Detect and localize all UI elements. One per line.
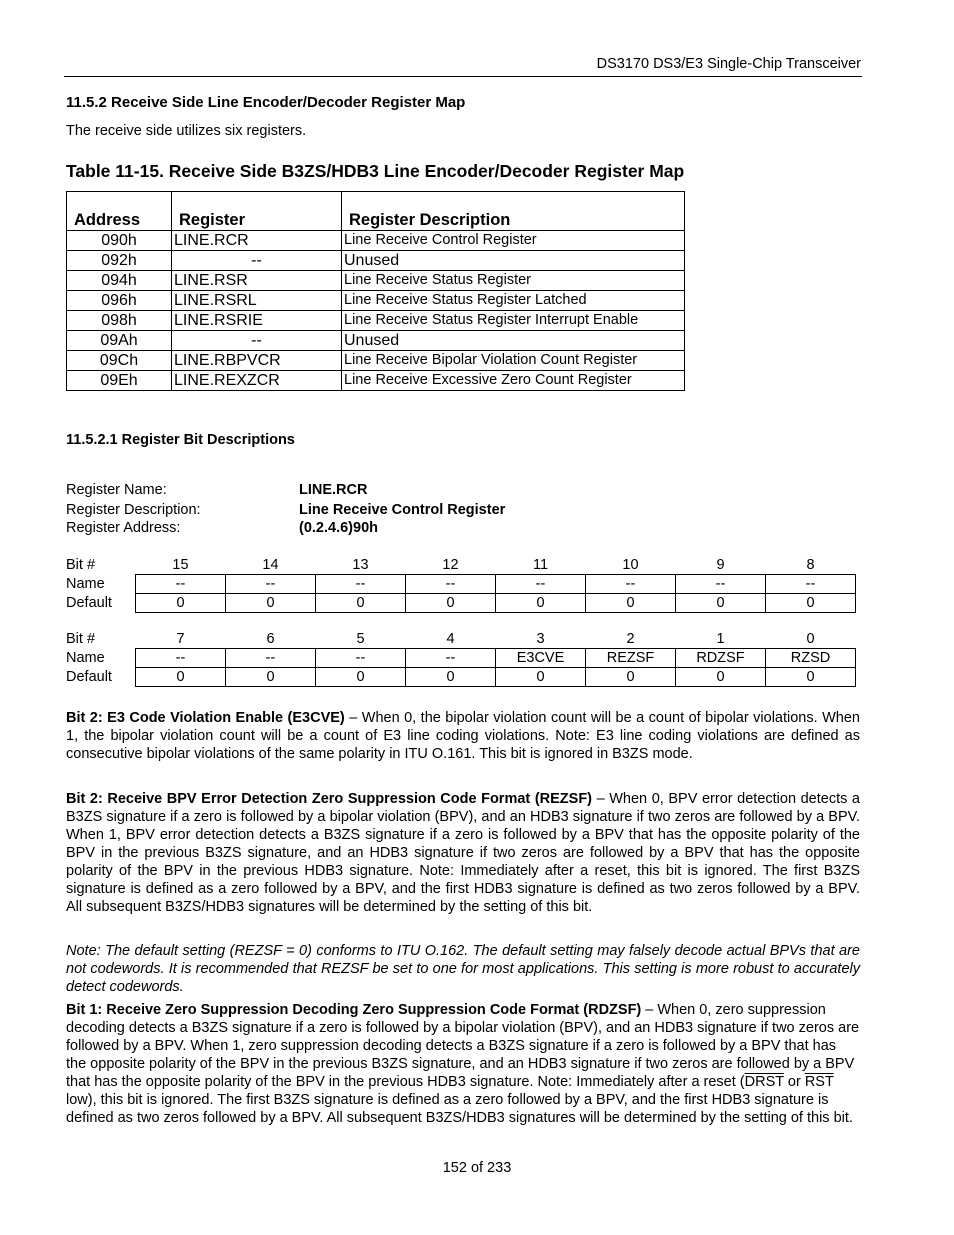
bit-number-row	[66, 556, 856, 575]
bit-default: 0	[136, 668, 226, 687]
bit-title: Bit 2: Receive BPV Error Detection Zero Suppression Code Format (REZSF)	[66, 791, 593, 807]
bit-name: RZSD	[766, 649, 856, 668]
register-description-value: Line Receive Control Register	[299, 502, 506, 518]
bit-default-row	[66, 668, 856, 687]
bit-number-row	[66, 630, 856, 649]
bit-description-e3cve	[66, 709, 860, 763]
bit-name: RDZSF	[676, 649, 766, 668]
column-header: Register	[172, 192, 342, 231]
rst-signal: $\overline{RST}$	[804, 1074, 834, 1090]
address-cell: 09Eh	[67, 371, 172, 391]
register-address-value: (0.2.4.6)90h	[299, 520, 378, 536]
note-text: Note: The default setting (REZSF = 0) conforms to ITU O.162. The default setting may falsely decode actual BPVs that are not codewords. It is recommended that REZSF be set to one for most applications. This setting is more robust to accurately detect codewords.	[66, 943, 860, 995]
bit-name-label: Name	[66, 576, 105, 592]
address-cell: 090h	[67, 231, 172, 251]
register-map-table	[66, 191, 685, 391]
register-name-label: Register Name:	[66, 482, 167, 498]
table-header-row	[67, 192, 685, 231]
bit-default: 0	[496, 594, 586, 613]
bit-name: --	[496, 575, 586, 594]
register-cell: LINE.RCR	[172, 231, 342, 251]
bit-name: REZSF	[586, 649, 676, 668]
bit-number: 6	[266, 631, 275, 647]
register-address-label: Register Address:	[66, 520, 181, 536]
bit-number-label: Bit #	[66, 557, 96, 574]
bit-number: 5	[356, 631, 365, 647]
bit-default: 0	[586, 594, 676, 613]
bit-default-row	[66, 594, 856, 613]
bit-name-row	[66, 575, 856, 594]
column-header: Address	[67, 192, 172, 231]
section-intro: The receive side utilizes six registers.	[66, 123, 307, 139]
bit-number: 0	[806, 631, 815, 647]
description-cell: Line Receive Excessive Zero Count Register	[342, 371, 685, 391]
bit-default: 0	[316, 668, 406, 687]
bit-default: 0	[226, 668, 316, 687]
register-name-value: LINE.RCR	[299, 482, 368, 498]
register-cell: LINE.RSRIE	[172, 311, 342, 331]
header-rule	[64, 76, 862, 77]
bit-name: --	[316, 575, 406, 594]
bit-number: 8	[806, 557, 815, 573]
address-cell: 094h	[67, 271, 172, 291]
description-cell: Line Receive Status Register Latched	[342, 291, 685, 311]
description-cell: Unused	[342, 331, 685, 351]
bit-default: 0	[136, 594, 226, 613]
column-header: Register Description	[342, 192, 685, 231]
table-title: Table 11-15. Receive Side B3ZS/HDB3 Line Encoder/Decoder Register Map	[66, 161, 685, 181]
bit-description-rezsf	[66, 790, 860, 916]
bit-description-rdzsf	[66, 1001, 860, 1127]
bit-default: 0	[586, 668, 676, 687]
bit-title: Bit 2: E3 Code Violation Enable (E3CVE)	[66, 710, 345, 726]
bit-default: 0	[766, 594, 856, 613]
bit-text: low), this bit is ignored. The first B3ZS signature is defined as a zero followed by a BPV, and the first HDB3 signature is defined as two zeros followed by a BPV. All subsequent B3ZS/HDB3 signatures will be determined by the setting of this bit.	[66, 1092, 853, 1126]
bit-title: Bit 1: Receive Zero Suppression Decoding Zero Suppression Code Format (RDZSF)	[66, 1002, 642, 1018]
bit-number: 9	[716, 557, 725, 573]
subsection-heading: 11.5.2.1 Register Bit Descriptions	[66, 432, 295, 448]
register-cell: LINE.RBPVCR	[172, 351, 342, 371]
bit-name: --	[136, 649, 226, 668]
bit-number: 11	[532, 557, 549, 573]
register-cell: LINE.REXZCR	[172, 371, 342, 391]
bit-text: – When 0, BPV error detection detects a B3ZS signature if a zero is followed by a bipolar violation (BPV), and an HDB3 signature if two zeros are followed by a BPV. When 1, BPV error detection detects a B3ZS signature if a zero is followed by a BPV that has the opposite polarity of the BPV in the previous B3ZS signature, and an HDB3 signature if two zeros are followed by a BPV that has the opposite polarity of the BPV in the previous HDB3 signature. Note: Immediately after a reset, this bit is ignored. The first B3ZS signature is defined as a zero followed by a BPV, and the first HDB3 signature is defined as two zeros followed by a BPV. All subsequent B3ZS/HDB3 signatures will be determined by the setting of this bit.	[66, 791, 860, 915]
bit-number: 15	[172, 557, 189, 573]
table-row	[67, 231, 685, 251]
bit-default-label: Default	[66, 595, 112, 611]
description-cell: Unused	[342, 251, 685, 271]
bit-name: --	[406, 575, 496, 594]
bit-number: 7	[176, 631, 185, 647]
register-cell: --	[172, 331, 342, 351]
bit-number: 2	[626, 631, 635, 647]
table-row	[67, 251, 685, 271]
register-description-label: Register Description:	[66, 502, 201, 518]
section-heading: 11.5.2 Receive Side Line Encoder/Decoder Register Map	[66, 94, 466, 111]
register-cell: --	[172, 251, 342, 271]
register-cell: LINE.RSRL	[172, 291, 342, 311]
rezsf-note	[66, 942, 860, 996]
bit-number: 4	[446, 631, 455, 647]
page-header-title: DS3170 DS3/E3 Single-Chip Transceiver	[596, 56, 861, 72]
bit-number: 1	[716, 631, 725, 647]
bit-number: 14	[262, 557, 279, 573]
bit-name: --	[226, 575, 316, 594]
description-cell: Line Receive Control Register	[342, 231, 685, 251]
address-cell: 09Ch	[67, 351, 172, 371]
bit-number: 13	[352, 557, 369, 573]
register-cell: LINE.RSR	[172, 271, 342, 291]
bit-name: --	[766, 575, 856, 594]
bit-name-label: Name	[66, 650, 105, 666]
bit-name: --	[586, 575, 676, 594]
bit-name: --	[316, 649, 406, 668]
address-cell: 098h	[67, 311, 172, 331]
address-cell: 096h	[67, 291, 172, 311]
description-cell: Line Receive Status Register Interrupt Enable	[342, 311, 685, 331]
bit-default: 0	[496, 668, 586, 687]
bit-number-label: Bit #	[66, 631, 96, 648]
bit-name: E3CVE	[496, 649, 586, 668]
table-row	[67, 351, 685, 371]
bit-name: --	[406, 649, 496, 668]
bit-number: 12	[442, 557, 459, 573]
bit-default: 0	[406, 594, 496, 613]
bit-text: – When 0, the bipolar violation count will be a count of bipolar violations. When 1, the bipolar violation count will be a count of E3 line coding violations. Note: E3 line coding violations are defined as consecutive bipolar violations of the same polarity in ITU O.161. This bit is ignored in B3ZS mode.	[66, 710, 860, 762]
bit-text: or	[783, 1074, 805, 1090]
table-row	[67, 311, 685, 331]
bit-number: 3	[536, 631, 545, 647]
table-row	[67, 291, 685, 311]
bit-default: 0	[316, 594, 406, 613]
description-cell: Line Receive Bipolar Violation Count Register	[342, 351, 685, 371]
address-cell: 09Ah	[67, 331, 172, 351]
bit-default: 0	[406, 668, 496, 687]
bit-table-high	[66, 556, 856, 613]
page-number: 152 of 233	[442, 1160, 512, 1176]
bit-name-row	[66, 649, 856, 668]
description-cell: Line Receive Status Register	[342, 271, 685, 291]
bit-default-label: Default	[66, 669, 112, 685]
address-cell: 092h	[67, 251, 172, 271]
table-row	[67, 371, 685, 391]
bit-text: – When 0, zero suppression decoding detects a B3ZS signature if a zero is followed by a bipolar violation (BPV), and an HDB3 signature if two zeros are followed by a BPV. When 1, zero suppression decoding detects a B3ZS signature if a zero is followed by a BPV that has the opposite polarity of the BPV in the previous B3ZS signature, and an HDB3 signature if two zeros are followed by a BPV that has the opposite polarity of the BPV in the previous HDB3 signature. Note: Immediately after a reset (	[66, 1002, 860, 1090]
bit-table-low	[66, 630, 856, 687]
table-row	[67, 271, 685, 291]
bit-name: --	[136, 575, 226, 594]
bit-name: --	[676, 575, 766, 594]
bit-name: --	[226, 649, 316, 668]
bit-default: 0	[766, 668, 856, 687]
bit-default: 0	[226, 594, 316, 613]
bit-number: 10	[622, 557, 639, 573]
table-row	[67, 331, 685, 351]
drst-signal: DRST	[744, 1074, 784, 1090]
bit-default: 0	[676, 668, 766, 687]
bit-default: 0	[676, 594, 766, 613]
